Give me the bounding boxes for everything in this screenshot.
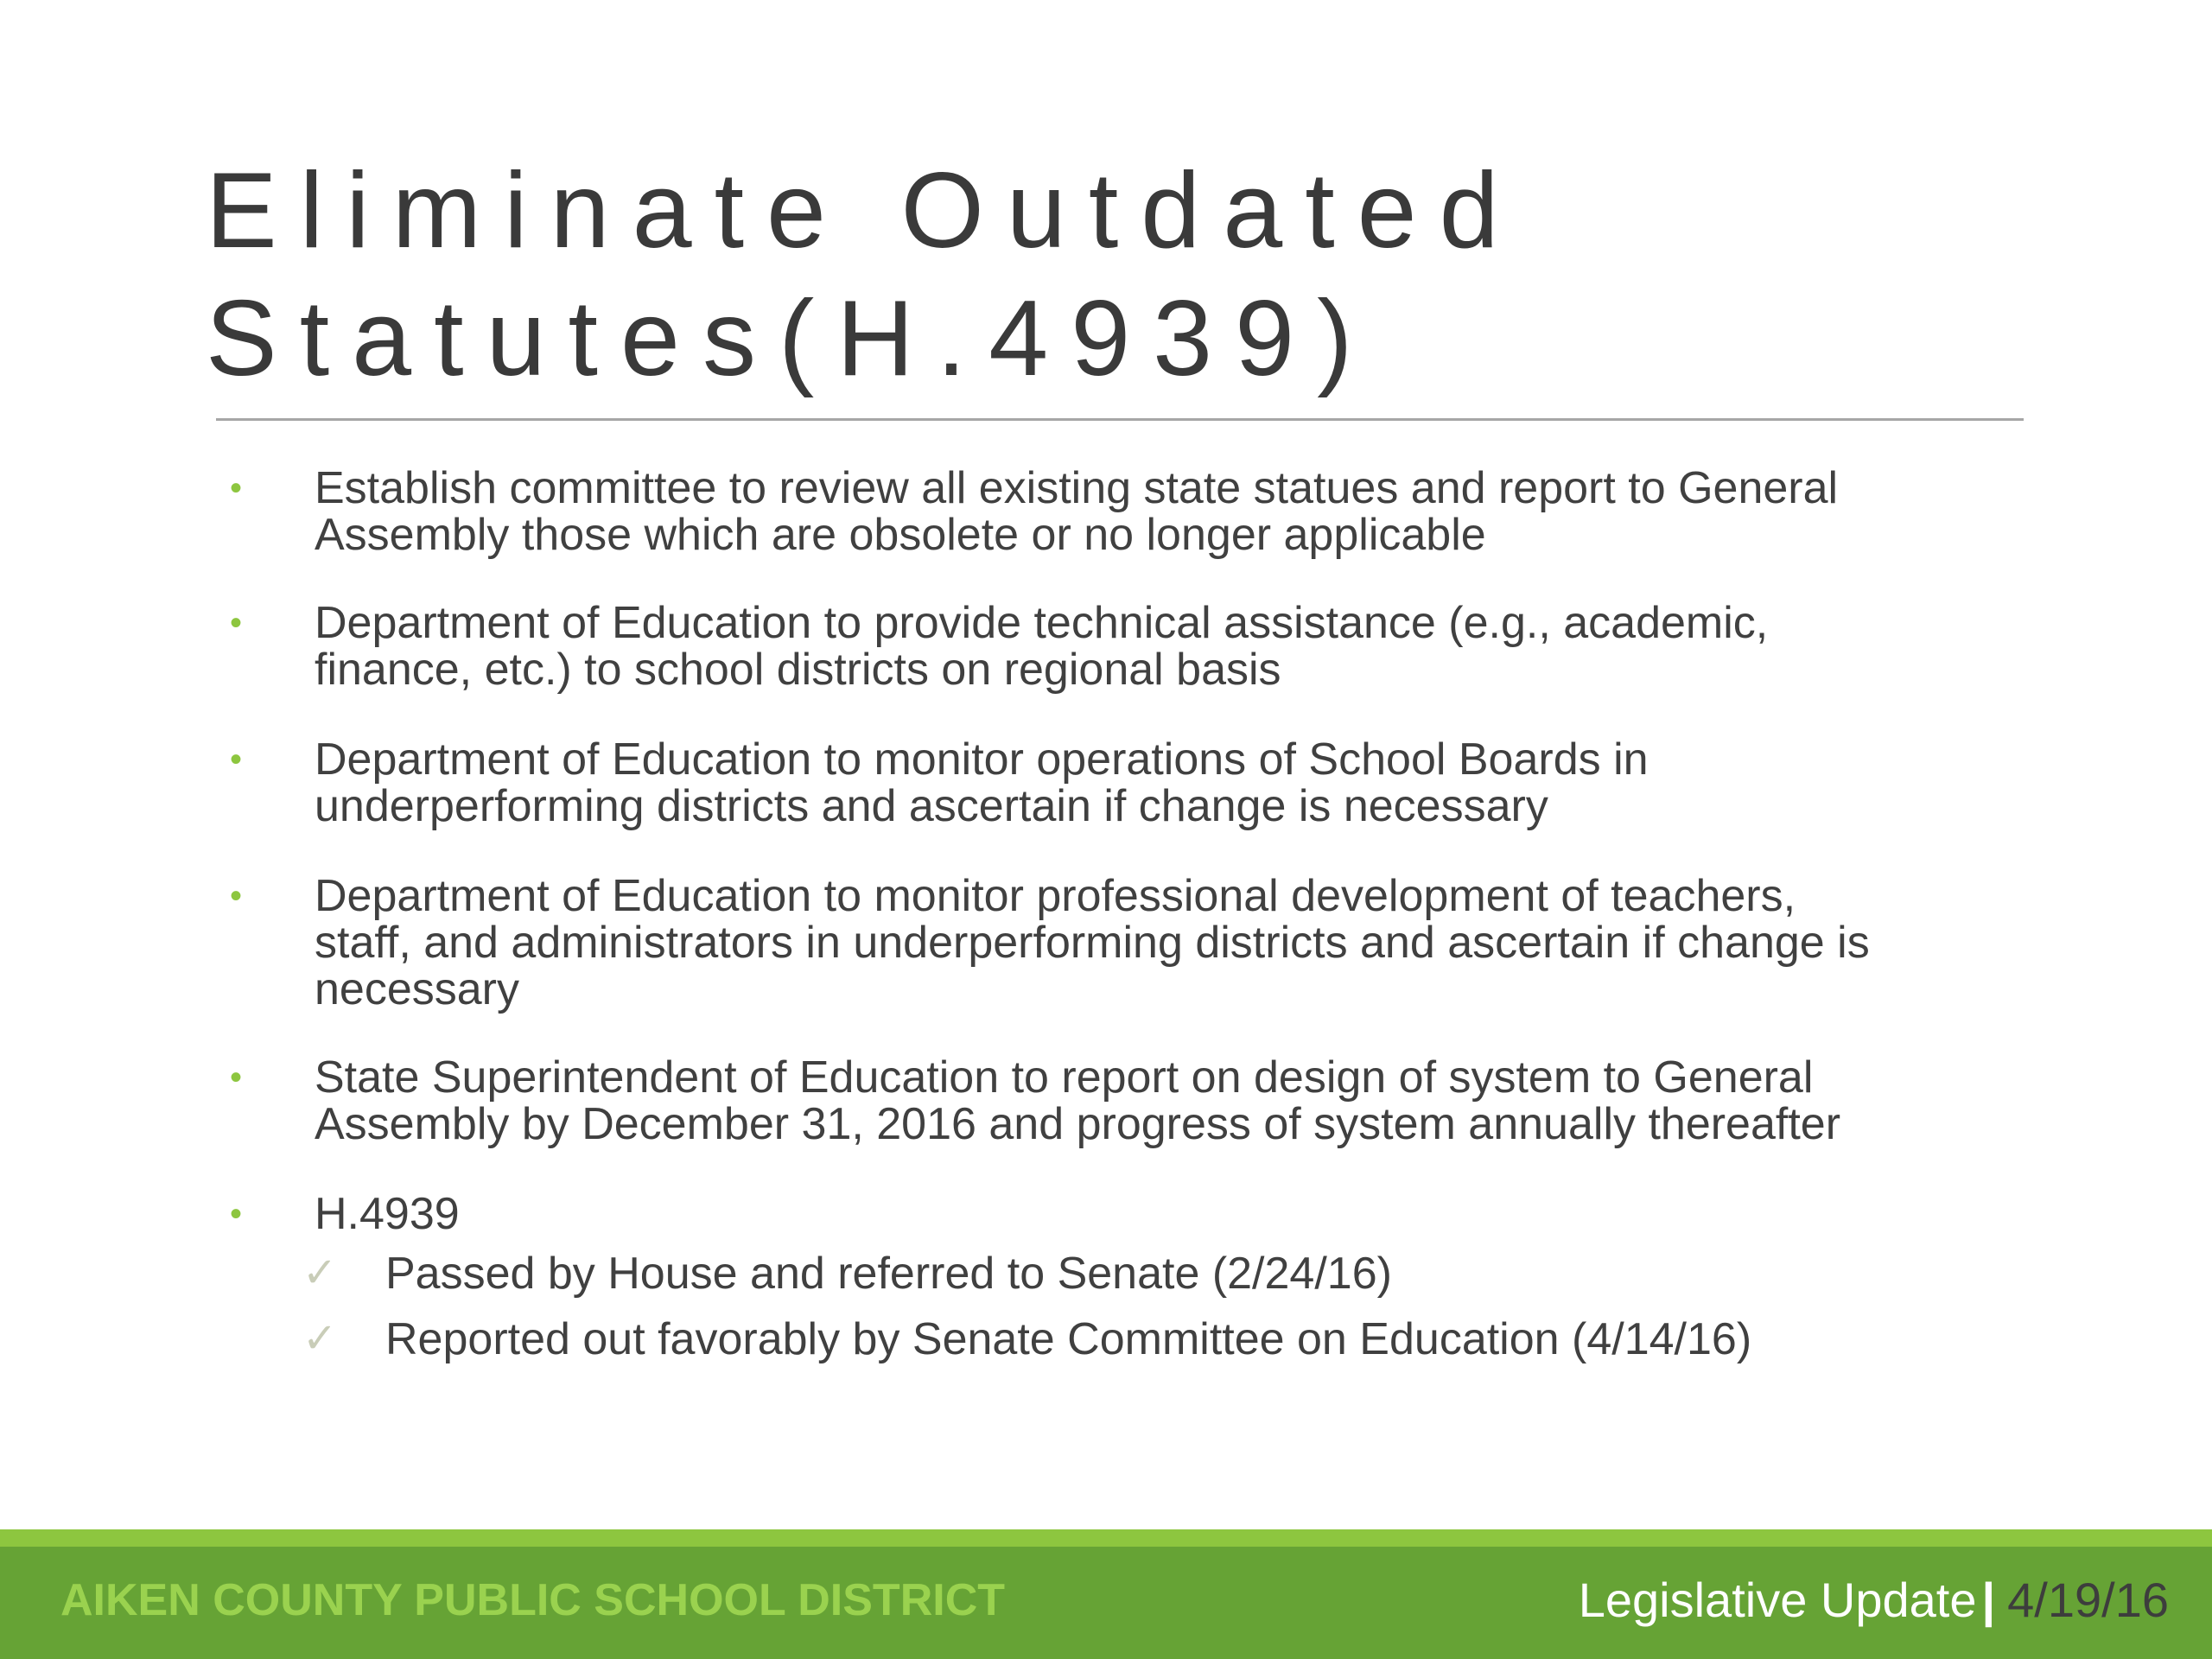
bullet-line: Assembly those which are obsolete or no longer applicable (315, 510, 1486, 560)
bullet-dot-icon: • (230, 741, 243, 779)
bullet-dot-icon: • (230, 1195, 243, 1233)
bullet-line: H.4939 (315, 1189, 460, 1239)
title-line-1: Eliminate Outdated (206, 151, 1522, 270)
bullet-line: Establish committee to review all existing state statues and report to General (315, 463, 1839, 513)
checkmark-icon: ✓ (302, 1250, 338, 1296)
bullet-line: Department of Education to monitor operations of School Boards in (315, 734, 1649, 785)
bullet-dot-icon: • (230, 469, 243, 507)
bullet-text (315, 873, 2069, 1013)
footer-label: Legislative Update (1578, 1573, 1977, 1627)
bullet-line: State Superintendent of Education to report on design of system to General (315, 1052, 1814, 1103)
footer-stripe (0, 1529, 2212, 1547)
slide-title (206, 147, 2020, 403)
bullet-line: necessary (315, 964, 519, 1014)
bullet-dot-icon: • (230, 1058, 243, 1096)
bullet-text (315, 736, 2069, 830)
checkmark-icon: ✓ (302, 1316, 338, 1362)
bullet-dot-icon: • (230, 877, 243, 915)
footer-organization: AIKEN COUNTY PUBLIC SCHOOL DISTRICT (60, 1575, 1006, 1625)
footer-meta (1579, 1574, 2169, 1626)
bullet-line: staff, and administrators in underperforming districts and ascertain if change is (315, 918, 1870, 968)
bullet-line: Department of Education to provide technical assistance (e.g., academic, (315, 598, 1769, 648)
bullet-text (315, 1191, 2069, 1237)
footer (0, 1547, 2212, 1659)
title-divider (216, 418, 2024, 421)
bullet-text (315, 1054, 2069, 1147)
sub-item-text: Passed by House and referred to Senate (2/24/16) (385, 1249, 1392, 1299)
bullet-text (315, 600, 2069, 693)
bullet-text (315, 465, 2069, 558)
sub-item-text: Reported out favorably by Senate Committee on Education (4/14/16) (385, 1314, 1752, 1364)
footer-date: 4/19/16 (2007, 1573, 2169, 1627)
footer-separator: | (1981, 1573, 1996, 1627)
bullet-line: Department of Education to monitor professional development of teachers, (315, 871, 1796, 921)
bullet-line: underperforming districts and ascertain if change is necessary (315, 781, 1548, 831)
bullet-line: Assembly by December 31, 2016 and progress of system annually thereafter (315, 1099, 1841, 1149)
title-line-2: Statutes(H.4939) (206, 279, 1376, 398)
bullet-line: finance, etc.) to school districts on regional basis (315, 645, 1281, 695)
bullet-dot-icon: • (230, 604, 243, 642)
